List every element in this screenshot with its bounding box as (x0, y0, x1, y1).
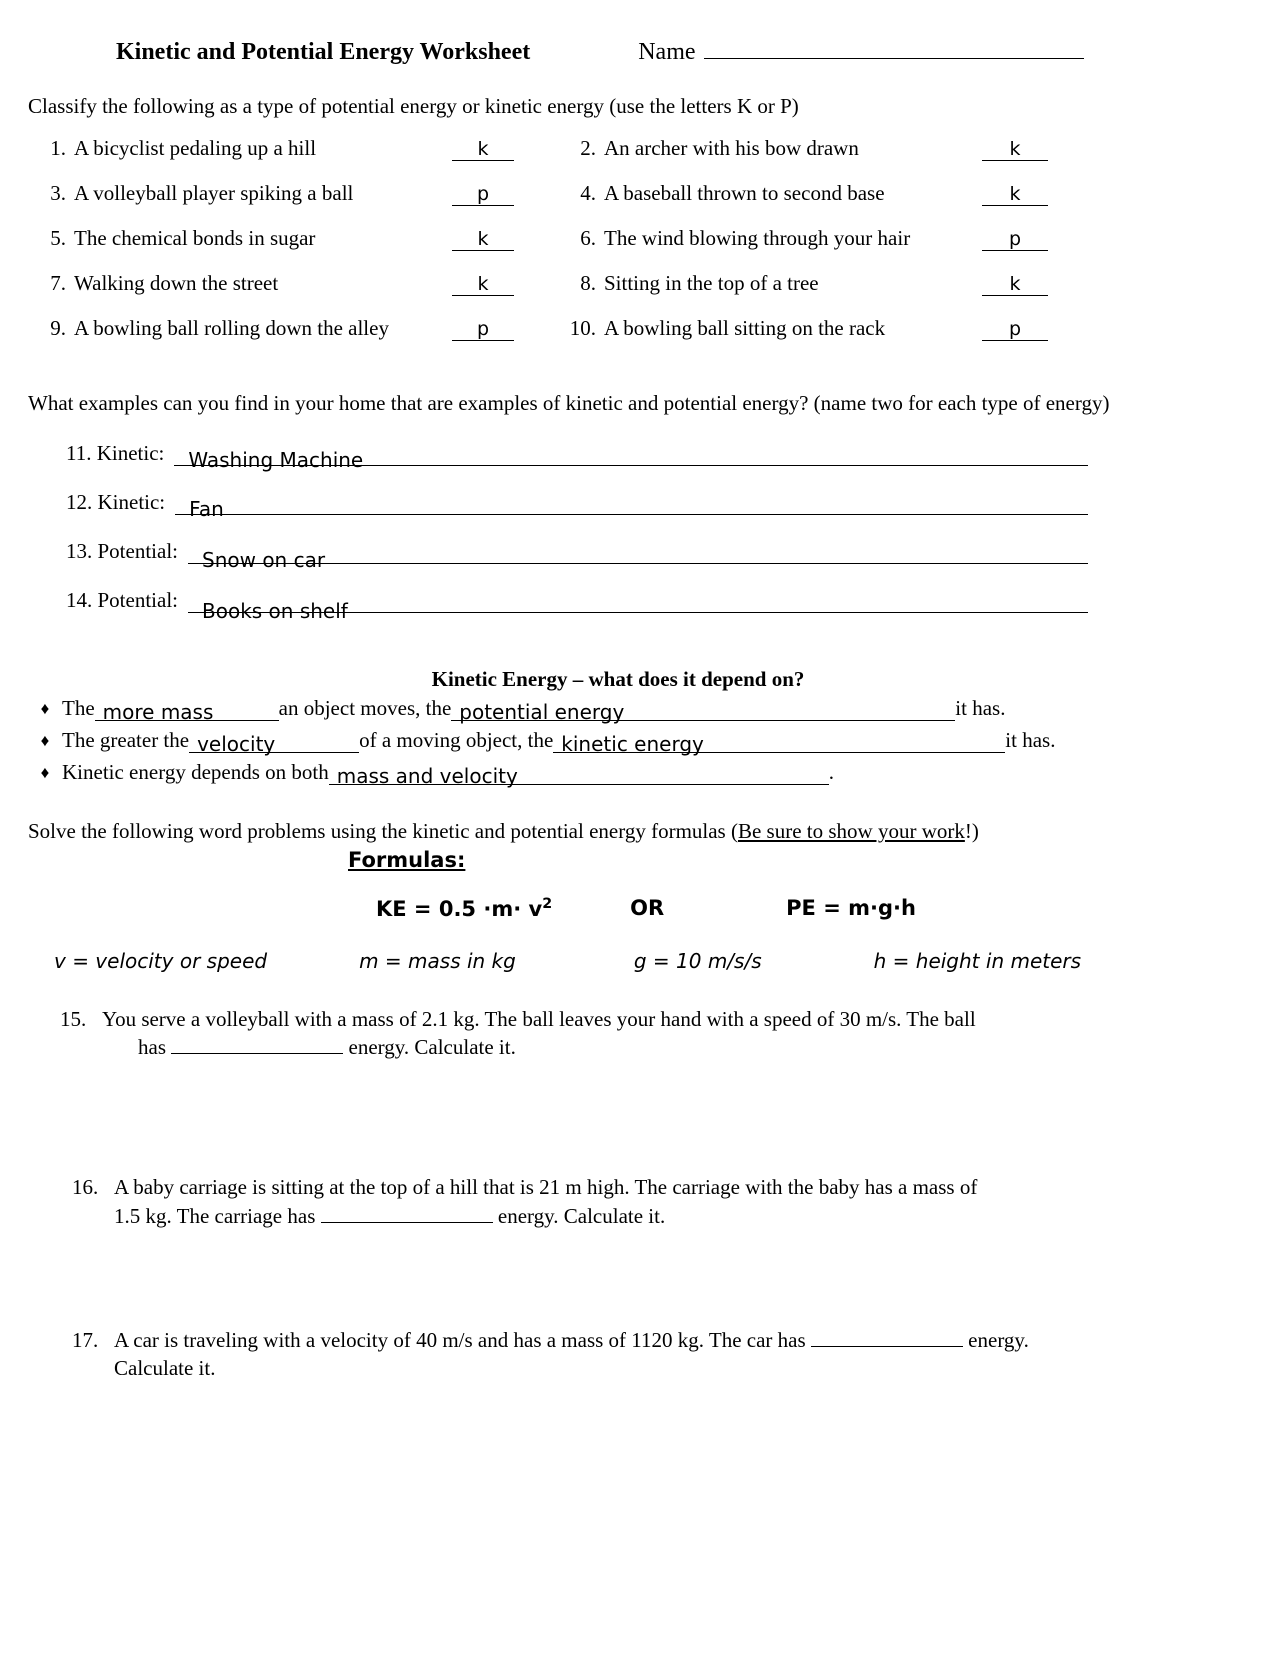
home-row (28, 587, 1238, 623)
answer-blank[interactable]: p (982, 230, 1048, 251)
problem-line-1-pre: A car is traveling with a velocity of 40 m/s and has a mass of 1120 kg. The car has (114, 1328, 806, 1353)
home-row-blank[interactable] (174, 443, 1088, 472)
answer-blank[interactable]: p (982, 320, 1048, 341)
problem-number: 15. (60, 1006, 87, 1031)
home-row (28, 440, 1238, 472)
answer-blank[interactable] (171, 1036, 343, 1054)
item-text: Walking down the street (74, 271, 279, 296)
item-text: The wind blowing through your hair (604, 226, 911, 251)
handwritten-answer: Books on shelf (202, 598, 348, 623)
diamond-bullet-icon: ♦ (40, 698, 50, 718)
classify-row (28, 136, 1238, 161)
bullet-blank[interactable] (189, 731, 359, 756)
bullet-text: it has. (1005, 727, 1056, 752)
classify-list (28, 136, 1238, 341)
home-row-label: 12. Kinetic: (66, 489, 166, 514)
solve-text-pre: Solve the following word problems using the kinetic and potential energy formulas ( (28, 818, 738, 843)
ke-formula: KE = $0.5 \cdot m\cdot v^2$ (376, 895, 553, 921)
page-title: Kinetic and Potential Energy Worksheet (116, 39, 531, 65)
home-examples-question: What examples can you find in your home that are examples of kinetic and potential energy? (name two for each type of energy) (28, 391, 1110, 416)
handwritten-answer: velocity (197, 731, 276, 756)
item-number: 6. (580, 226, 596, 251)
solve-instruction (28, 819, 1238, 844)
classify-row (28, 181, 1238, 206)
problem-number: 17. (72, 1328, 99, 1353)
bullet-text: . (828, 759, 834, 784)
problem-line-2-pre: 1.5 kg. The carriage has (114, 1203, 316, 1228)
word-problem (28, 1173, 1238, 1230)
home-row-blank[interactable] (188, 590, 1088, 623)
ke-exponent: 2 (542, 895, 553, 912)
answer-blank[interactable] (811, 1329, 963, 1347)
home-row-blank[interactable] (175, 492, 1088, 521)
bullet-row (28, 695, 1238, 724)
page-header (28, 38, 1238, 66)
bullet-blank[interactable] (451, 699, 955, 724)
home-row (28, 538, 1238, 572)
handwritten-answer: kinetic energy (561, 731, 704, 756)
bullet-row (28, 759, 1238, 788)
bullet-text: of a moving object, the (359, 727, 554, 752)
solve-text-post: !) (964, 818, 979, 843)
answer-blank[interactable]: p (452, 320, 514, 341)
bullet-row (28, 727, 1238, 756)
item-text: A volleyball player spiking a ball (74, 181, 354, 206)
handwritten-answer: more mass (102, 699, 214, 724)
handwritten-answer: potential energy (459, 699, 625, 724)
item-text: A bowling ball rolling down the alley (74, 316, 389, 341)
handwritten-answer: Washing Machine (188, 447, 364, 472)
problem-body (114, 1173, 1238, 1230)
classify-instruction: Classify the following as a type of potential energy or kinetic energy (use the letters K or P) (28, 94, 799, 118)
item-number: 3. (50, 181, 66, 206)
kinetic-energy-bullets (28, 695, 1238, 788)
answer-blank[interactable]: k (982, 275, 1048, 296)
formulas-heading: Formulas: (348, 847, 466, 872)
problem-line-1: You serve a volleyball with a mass of 2.1 kg. The ball leaves your hand with a speed of 30 m/s. The ball (102, 1006, 976, 1031)
problem-line-2-pre: has (138, 1035, 166, 1060)
classify-row (28, 271, 1238, 296)
word-problem (28, 1326, 1238, 1383)
home-row-blank[interactable] (188, 541, 1088, 572)
bullet-text: The (62, 695, 95, 720)
problem-line-2 (114, 1202, 1148, 1230)
answer-blank[interactable]: k (982, 140, 1048, 161)
answer-blank[interactable]: k (452, 230, 514, 251)
item-number: 5. (50, 226, 66, 251)
formula-or: OR (630, 895, 665, 920)
variable-g: g = 10 m/s/s (633, 948, 762, 973)
formula-row (28, 896, 1238, 921)
diamond-bullet-icon: ♦ (40, 730, 50, 750)
variable-v: v = velocity or speed (54, 948, 268, 973)
bullet-blank[interactable] (95, 699, 279, 724)
bullet-blank[interactable] (553, 731, 1005, 756)
formula-variables (28, 949, 1238, 973)
classify-row (28, 226, 1238, 251)
item-number: 2. (580, 136, 596, 161)
item-number: 4. (580, 181, 596, 206)
pe-formula: PE = m·g·h (786, 895, 916, 920)
problem-line-2: Calculate it. (114, 1356, 216, 1381)
problem-number: 16. (72, 1175, 99, 1200)
item-number: 1. (50, 136, 66, 161)
name-label: Name (638, 39, 696, 65)
bullet-text: an object moves, the (278, 695, 452, 720)
bullet-text: The greater the (62, 727, 190, 752)
item-text: An archer with his bow drawn (604, 136, 859, 161)
home-row-label: 14. Potential: (66, 587, 178, 612)
problem-line-1-post: energy. (968, 1328, 1029, 1353)
problem-line-1: A baby carriage is sitting at the top of a hill that is 21 m high. The carriage with the baby has a mass of (114, 1175, 978, 1200)
item-number: 8. (580, 271, 596, 296)
home-row-label: 13. Potential: (66, 538, 178, 563)
problem-line-2-post: energy. Calculate it. (348, 1035, 516, 1060)
item-number: 10. (569, 316, 596, 341)
problem-line-2 (102, 1033, 1148, 1061)
item-number: 7. (50, 271, 66, 296)
item-text: Sitting in the top of a tree (604, 271, 819, 296)
item-text: A bowling ball sitting on the rack (604, 316, 886, 341)
bullet-text: Kinetic energy depends on both (62, 759, 329, 784)
home-row-label: 11. Kinetic: (66, 440, 165, 465)
answer-blank[interactable]: p (452, 185, 514, 206)
problem-body (102, 1005, 1238, 1062)
item-text: A baseball thrown to second base (604, 181, 885, 206)
problem-line-2-post: energy. Calculate it. (497, 1203, 666, 1228)
solve-text-underlined: Be sure to show your work (737, 818, 965, 843)
handwritten-answer: Fan (189, 496, 224, 521)
diamond-bullet-icon: ♦ (40, 762, 50, 782)
answer-blank[interactable]: k (982, 185, 1048, 206)
item-text: A bicyclist pedaling up a hill (74, 136, 317, 161)
answer-blank[interactable] (321, 1205, 493, 1223)
answer-blank[interactable]: k (452, 275, 514, 296)
handwritten-answer: Snow on car (202, 547, 326, 572)
home-row (28, 489, 1238, 521)
word-problem (28, 1005, 1238, 1062)
name-input-line[interactable] (704, 38, 1084, 59)
name-field-block (638, 38, 1083, 66)
kinetic-energy-heading: Kinetic Energy – what does it depend on? (431, 666, 805, 691)
bullet-blank[interactable] (329, 763, 829, 788)
handwritten-answer: mass and velocity (336, 763, 518, 788)
item-text: The chemical bonds in sugar (74, 226, 316, 251)
classify-row (28, 316, 1238, 341)
bullet-text: it has. (955, 695, 1006, 720)
home-examples-list (28, 440, 1238, 623)
problem-body (114, 1326, 1238, 1383)
variable-h: h = height in meters (873, 948, 1082, 973)
answer-blank[interactable]: k (452, 140, 514, 161)
item-number: 9. (50, 316, 66, 341)
variable-m: m = mass in kg (359, 948, 516, 973)
